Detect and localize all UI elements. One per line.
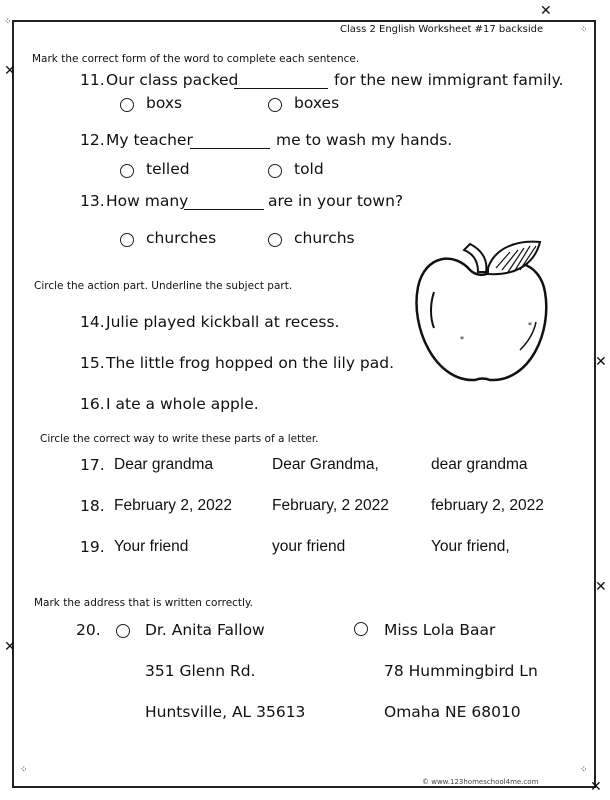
answer-radio[interactable] [268, 164, 282, 178]
address-line: Miss Lola Baar [384, 621, 496, 639]
letter-option[interactable]: dear grandma [431, 456, 528, 473]
answer-radio[interactable] [268, 98, 282, 112]
star-decoration-icon: ✕ [590, 779, 602, 795]
answer-blank[interactable] [234, 88, 328, 89]
option-label: churches [146, 229, 217, 247]
letter-option[interactable]: Dear grandma [114, 456, 214, 473]
answer-blank[interactable] [184, 209, 264, 210]
section4-instruction: Mark the address that is written correctly. [34, 597, 254, 609]
address-line: Huntsville, AL 35613 [145, 703, 306, 721]
question-text-before: How many [106, 192, 189, 210]
section3-instruction: Circle the correct way to write these parts of a letter. [40, 433, 319, 445]
star-decoration-icon: ✕ [540, 3, 552, 19]
dots-decoration-icon: ⁘ [4, 17, 14, 27]
sentence-text[interactable]: The little frog hopped on the lily pad. [106, 354, 395, 372]
answer-radio[interactable] [120, 98, 134, 112]
question-text-before: My teacher [106, 131, 193, 149]
address-radio[interactable] [354, 622, 368, 636]
dots-decoration-icon: ⁘ [580, 765, 590, 775]
item-number: 20. [76, 621, 101, 639]
letter-option[interactable]: February 2, 2022 [114, 497, 233, 514]
address-radio[interactable] [116, 624, 130, 638]
item-number: 17. [80, 456, 105, 474]
question-text-after: are in your town? [268, 192, 404, 210]
star-decoration-icon: ✕ [4, 63, 16, 79]
address-line: 78 Hummingbird Ln [384, 662, 538, 680]
option-label: boxes [294, 94, 340, 112]
sentence-text[interactable]: I ate a whole apple. [106, 395, 259, 413]
letter-option[interactable]: Your friend [114, 538, 189, 555]
worksheet-title: Class 2 English Worksheet #17 backside [340, 24, 544, 35]
letter-option[interactable]: February, 2 2022 [272, 497, 389, 514]
answer-radio[interactable] [268, 233, 282, 247]
item-number: 15. [80, 354, 105, 372]
address-line: Dr. Anita Fallow [145, 621, 265, 639]
option-label: boxs [146, 94, 183, 112]
address-line: Omaha NE 68010 [384, 703, 521, 721]
letter-option[interactable]: your friend [272, 538, 346, 555]
question-number: 13. [80, 192, 105, 210]
question-number: 11. [80, 71, 105, 89]
answer-radio[interactable] [120, 233, 134, 247]
copyright-credit: © www.123homeschool4me.com [422, 778, 539, 786]
option-label: told [294, 160, 324, 178]
star-decoration-icon: ✕ [595, 354, 607, 370]
answer-radio[interactable] [120, 164, 134, 178]
question-text-before: Our class packed [106, 71, 239, 89]
sentence-text[interactable]: Julie played kickball at recess. [106, 313, 340, 331]
section2-instruction: Circle the action part. Underline the subject part. [34, 280, 293, 292]
letter-option[interactable]: Your friend, [431, 538, 510, 555]
option-label: telled [146, 160, 190, 178]
letter-option[interactable]: february 2, 2022 [431, 497, 544, 514]
letter-option[interactable]: Dear Grandma, [272, 456, 379, 473]
question-number: 12. [80, 131, 105, 149]
svg-text:*: * [528, 321, 532, 330]
apple-icon [400, 232, 570, 402]
question-text-after: for the new immigrant family. [334, 71, 564, 89]
item-number: 18. [80, 497, 105, 515]
dots-decoration-icon: ⁘ [20, 765, 30, 775]
item-number: 16. [80, 395, 105, 413]
address-line: 351 Glenn Rd. [145, 662, 256, 680]
item-number: 14. [80, 313, 105, 331]
answer-blank[interactable] [190, 148, 270, 149]
option-label: churchs [294, 229, 355, 247]
svg-text:*: * [460, 335, 464, 344]
dots-decoration-icon: ⁘ [580, 25, 590, 35]
item-number: 19. [80, 538, 105, 556]
section1-instruction: Mark the correct form of the word to complete each sentence. [32, 53, 360, 65]
star-decoration-icon: ✕ [4, 639, 16, 655]
question-text-after: me to wash my hands. [276, 131, 453, 149]
star-decoration-icon: ✕ [595, 579, 607, 595]
